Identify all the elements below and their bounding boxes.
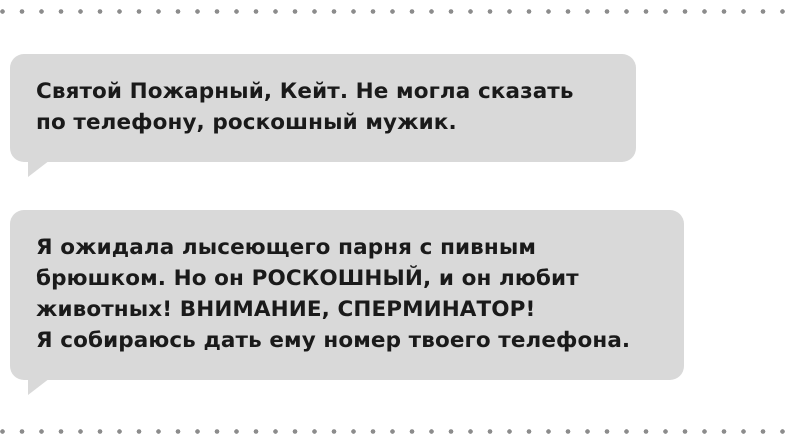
dotted-line-pattern (0, 429, 790, 434)
message-line: по телефону, роскошный мужик. (36, 110, 457, 135)
message-line: Я ожидала лысеющего парня с пивным (36, 235, 537, 260)
speech-tail-icon (28, 375, 54, 395)
message-list (0, 54, 790, 380)
message-line: Я собираюсь дать ему номер твоего телефона. (36, 328, 631, 353)
message-bubble-1-wrapper (10, 54, 790, 162)
message-bubble-2-wrapper (10, 210, 790, 380)
dotted-line-pattern (0, 9, 790, 14)
message-line: брюшком. Но он РОСКОШНЫЙ, и он любит (36, 266, 579, 291)
dotted-divider-bottom (0, 428, 790, 434)
message-line: Святой Пожарный, Кейт. Не могла сказать (36, 79, 574, 104)
speech-tail-icon (28, 157, 54, 177)
message-bubble-1 (10, 54, 636, 162)
message-line: животных! ВНИМАНИЕ, СПЕРМИНАТОР! (36, 297, 536, 322)
dotted-divider-top (0, 8, 790, 14)
message-bubble-2 (10, 210, 684, 380)
